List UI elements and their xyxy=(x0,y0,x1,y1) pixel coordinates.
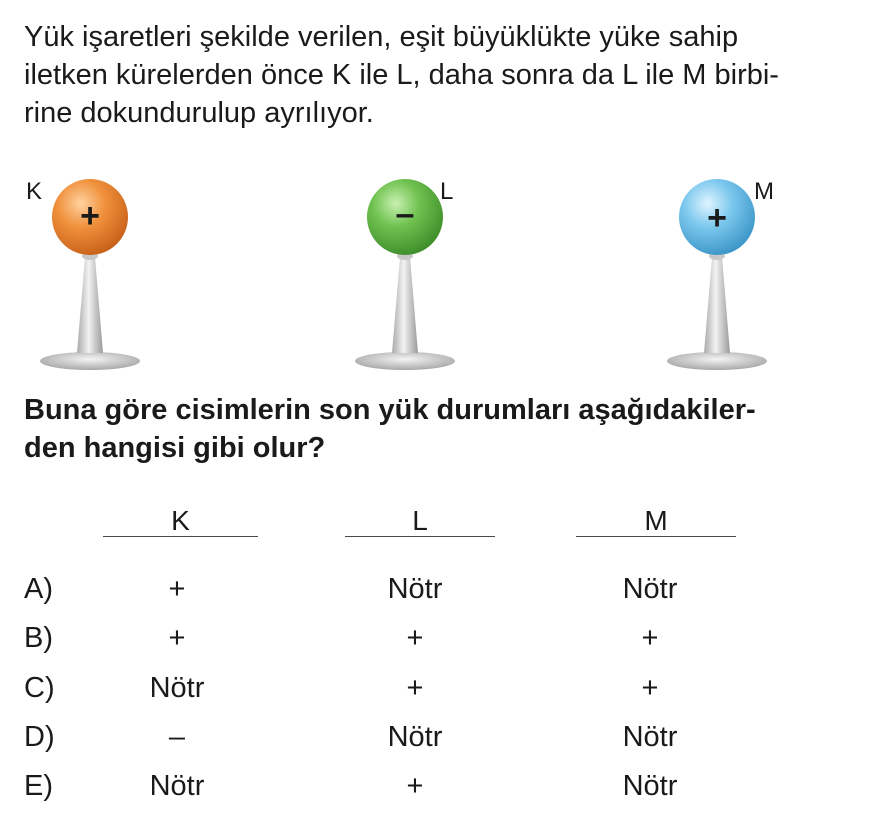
column-header-m: M xyxy=(644,505,668,536)
cell-a-m: Nötr xyxy=(622,573,678,605)
cell-d-m: Nötr xyxy=(622,721,678,753)
cell-e-m: Nötr xyxy=(622,770,678,802)
option-letter-d[interactable]: D) xyxy=(24,721,55,753)
column-rule-m xyxy=(576,536,736,537)
cell-d-k: – xyxy=(168,721,186,753)
option-letter-b[interactable]: B) xyxy=(24,622,53,654)
cell-c-l: + xyxy=(406,672,424,704)
question-prompt xyxy=(24,391,874,467)
question-line-2: den hangisi gibi olur? xyxy=(24,432,326,464)
sphere-figure xyxy=(0,165,893,375)
cell-a-k: + xyxy=(168,573,186,605)
option-letter-a[interactable]: A) xyxy=(24,573,53,605)
cell-c-k: Nötr xyxy=(149,672,205,704)
sphere-m-label: M xyxy=(754,178,774,205)
cell-d-l: Nötr xyxy=(387,721,443,753)
sphere-k-label: K xyxy=(26,178,43,205)
cell-c-m: + xyxy=(641,672,659,704)
question-intro xyxy=(24,18,874,132)
intro-line-2: iletken kürelerden önce K ile L, daha sonra da L ile M birbi- xyxy=(24,59,779,91)
option-letter-c[interactable]: C) xyxy=(24,672,55,704)
cell-b-l: + xyxy=(406,622,424,654)
column-rule-k xyxy=(103,536,258,537)
cell-e-k: Nötr xyxy=(149,770,205,802)
sphere-k-sign: + xyxy=(80,197,100,235)
column-header-k: K xyxy=(171,505,190,536)
sphere-l-sign: – xyxy=(395,195,415,233)
cell-a-l: Nötr xyxy=(387,573,443,605)
question-line-1: Buna göre cisimlerin son yük durumları aşağıdakiler- xyxy=(24,394,756,426)
column-header-l: L xyxy=(412,505,428,536)
sphere-l-label: L xyxy=(440,178,454,205)
cell-e-l: + xyxy=(406,770,424,802)
cell-b-m: + xyxy=(641,622,659,654)
column-rule-l xyxy=(345,536,495,537)
option-letter-e[interactable]: E) xyxy=(24,770,53,802)
intro-line-1: Yük işaretleri şekilde verilen, eşit büyüklükte yüke sahip xyxy=(24,21,739,53)
sphere-stand-k xyxy=(25,165,155,375)
cell-b-k: + xyxy=(168,622,186,654)
intro-line-3: rine dokundurulup ayrılıyor. xyxy=(24,97,374,129)
sphere-m-sign: + xyxy=(707,199,727,237)
